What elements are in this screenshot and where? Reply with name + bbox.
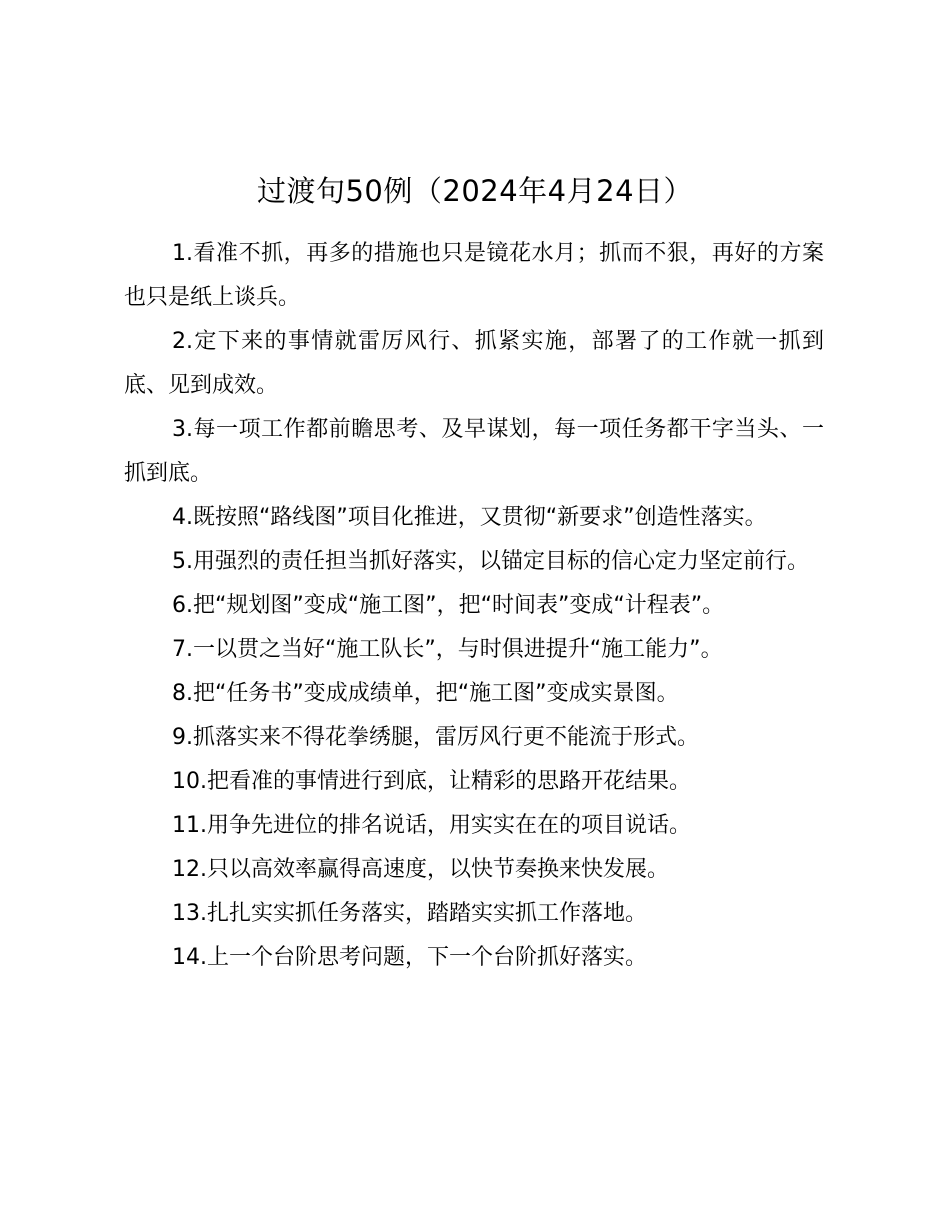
paragraph-5: 5.用强烈的责任担当抓好落实，以锚定目标的信心定力坚定前行。 [172,549,809,574]
paragraph-9: 9.抓落实来不得花拳绣腿，雷厉风行更不能流于形式。 [172,725,699,750]
document-title: 过渡句50例（2024年4月24日） [256,174,694,208]
paragraph-8: 8.把“任务书”变成成绩单，把“施工图”变成实景图。 [172,681,679,706]
paragraph-7: 7.一以贯之当好“施工队长”，与时俱进提升“施工能力”。 [172,637,723,662]
paragraph-6: 6.把“规划图”变成“施工图”，把“时间表”变成“计程表”。 [172,593,725,618]
paragraph-11: 11.用争先进位的排名说话，用实实在在的项目说话。 [172,813,691,838]
paragraph-2: 2.定下来的事情就雷厉风行、抓紧实施，部署了的工作就一抓到底、见到成效。 [124,329,824,398]
paragraph-4: 4.既按照“路线图”项目化推进，又贯彻“新要求”创造性落实。 [172,505,767,530]
paragraph-14: 14.上一个台阶思考问题，下一个台阶抓好落实。 [172,945,647,970]
paragraph-3: 3.每一项工作都前瞻思考、及早谋划，每一项任务都干字当头、一抓到底。 [124,417,824,486]
paragraph-13: 13.扎扎实实抓任务落实，踏踏实实抓工作落地。 [172,901,647,926]
paragraph-12: 12.只以高效率赢得高速度，以快节奏换来快发展。 [172,857,669,882]
paragraph-10: 10.把看准的事情进行到底，让精彩的思路开花结果。 [172,769,691,794]
document-body [124,232,824,980]
paragraph-1: 1.看准不抓，再多的措施也只是镜花水月；抓而不狠，再好的方案也只是纸上谈兵。 [124,241,824,310]
